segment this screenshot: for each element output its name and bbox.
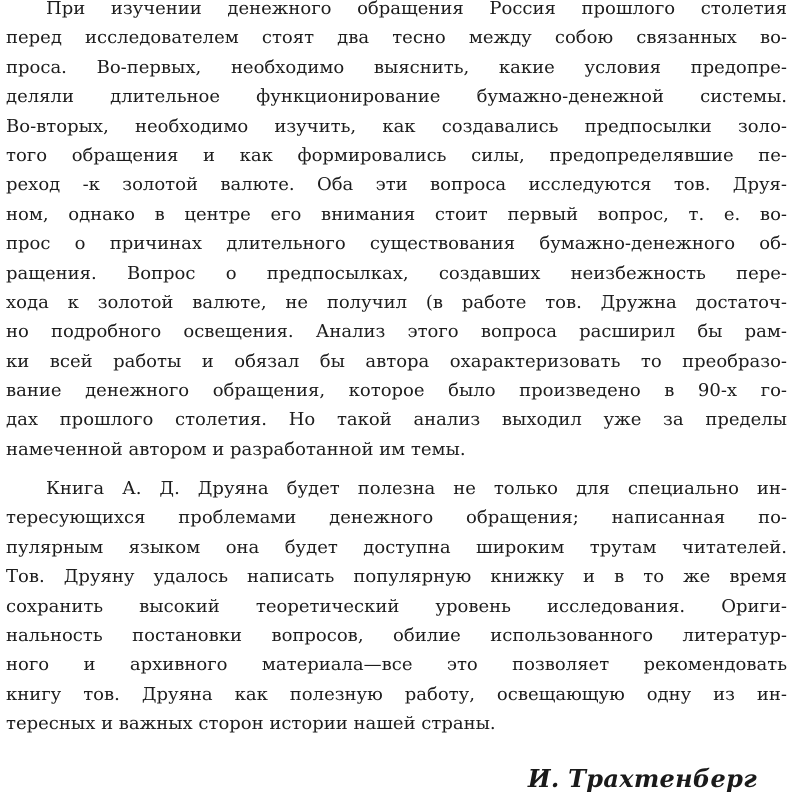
paragraph-line: но подробного освещения. Анализ этого вопроса расширил бы рам-	[6, 321, 787, 343]
paragraph-line: нальность постановки вопросов, обилие использованного литератур-	[6, 624, 787, 646]
author-signature: И. Трахтенберг	[527, 764, 757, 793]
paragraph-line: деляли длительное функционирование бумажно-денежной системы.	[6, 86, 787, 108]
paragraph-line: тересующихся проблемами денежного обращения; написанная по-	[6, 507, 787, 529]
paragraph-line: тересных и важных сторон истории нашей страны.	[6, 713, 496, 735]
paragraph-line: вание денежного обращения, которое было произведено в 90-х го-	[6, 380, 787, 402]
paragraph-line: Книга А. Д. Друяна будет полезна не только для специально ин-	[46, 478, 787, 499]
paragraph-line: Во-вторых, необходимо изучить, как создавались предпосылки золо-	[6, 115, 787, 137]
paragraph-line: того обращения и как формировались силы, предопределявшие пе-	[6, 144, 787, 166]
paragraph-line: дах прошлого столетия. Но такой анализ выходил уже за пределы	[6, 409, 787, 431]
paragraph-line: При изучении денежного обращения Россия прошлого столетия	[46, 0, 787, 19]
paragraph-line: ного и архивного материала—все это позволяет рекомендовать	[6, 654, 787, 676]
paragraph-line: перед исследователем стоят два тесно между собою связанных во-	[6, 27, 787, 49]
paragraph-line: пулярным языком она будет доступна широким трутам читателей.	[6, 536, 787, 558]
paragraph-line: прос о причинах длительного существования бумажно-денежного об-	[6, 233, 787, 255]
paragraph-line: сохранить высокий теоретический уровень исследования. Ориги-	[6, 595, 787, 617]
paragraph-line: книгу тов. Друяна как полезную работу, освещающую одну из ин-	[6, 683, 787, 705]
paragraph-line: Тов. Друяну удалось написать популярную книжку и в то же время	[6, 566, 787, 588]
paragraph-line: ращения. Вопрос о предпосылках, создавших неизбежность пере-	[6, 262, 787, 284]
paragraph-line: намеченной автором и разработанной им темы.	[6, 438, 466, 460]
paragraph-line: хода к золотой валюте, не получил (в работе тов. Дружна достаточ-	[6, 291, 787, 313]
paragraph-line: проса. Во-первых, необходимо выяснить, какие условия предопре-	[6, 56, 787, 78]
paragraph-2	[0, 474, 793, 739]
paragraph-line: ном, однако в центре его внимания стоит первый вопрос, т. е. во-	[6, 203, 787, 225]
paragraph-line: реход -к золотой валюте. Оба эти вопроса исследуются тов. Друя-	[6, 174, 787, 196]
paragraph-line: ки всей работы и обязал бы автора охарактеризовать то преобразо-	[6, 350, 787, 372]
